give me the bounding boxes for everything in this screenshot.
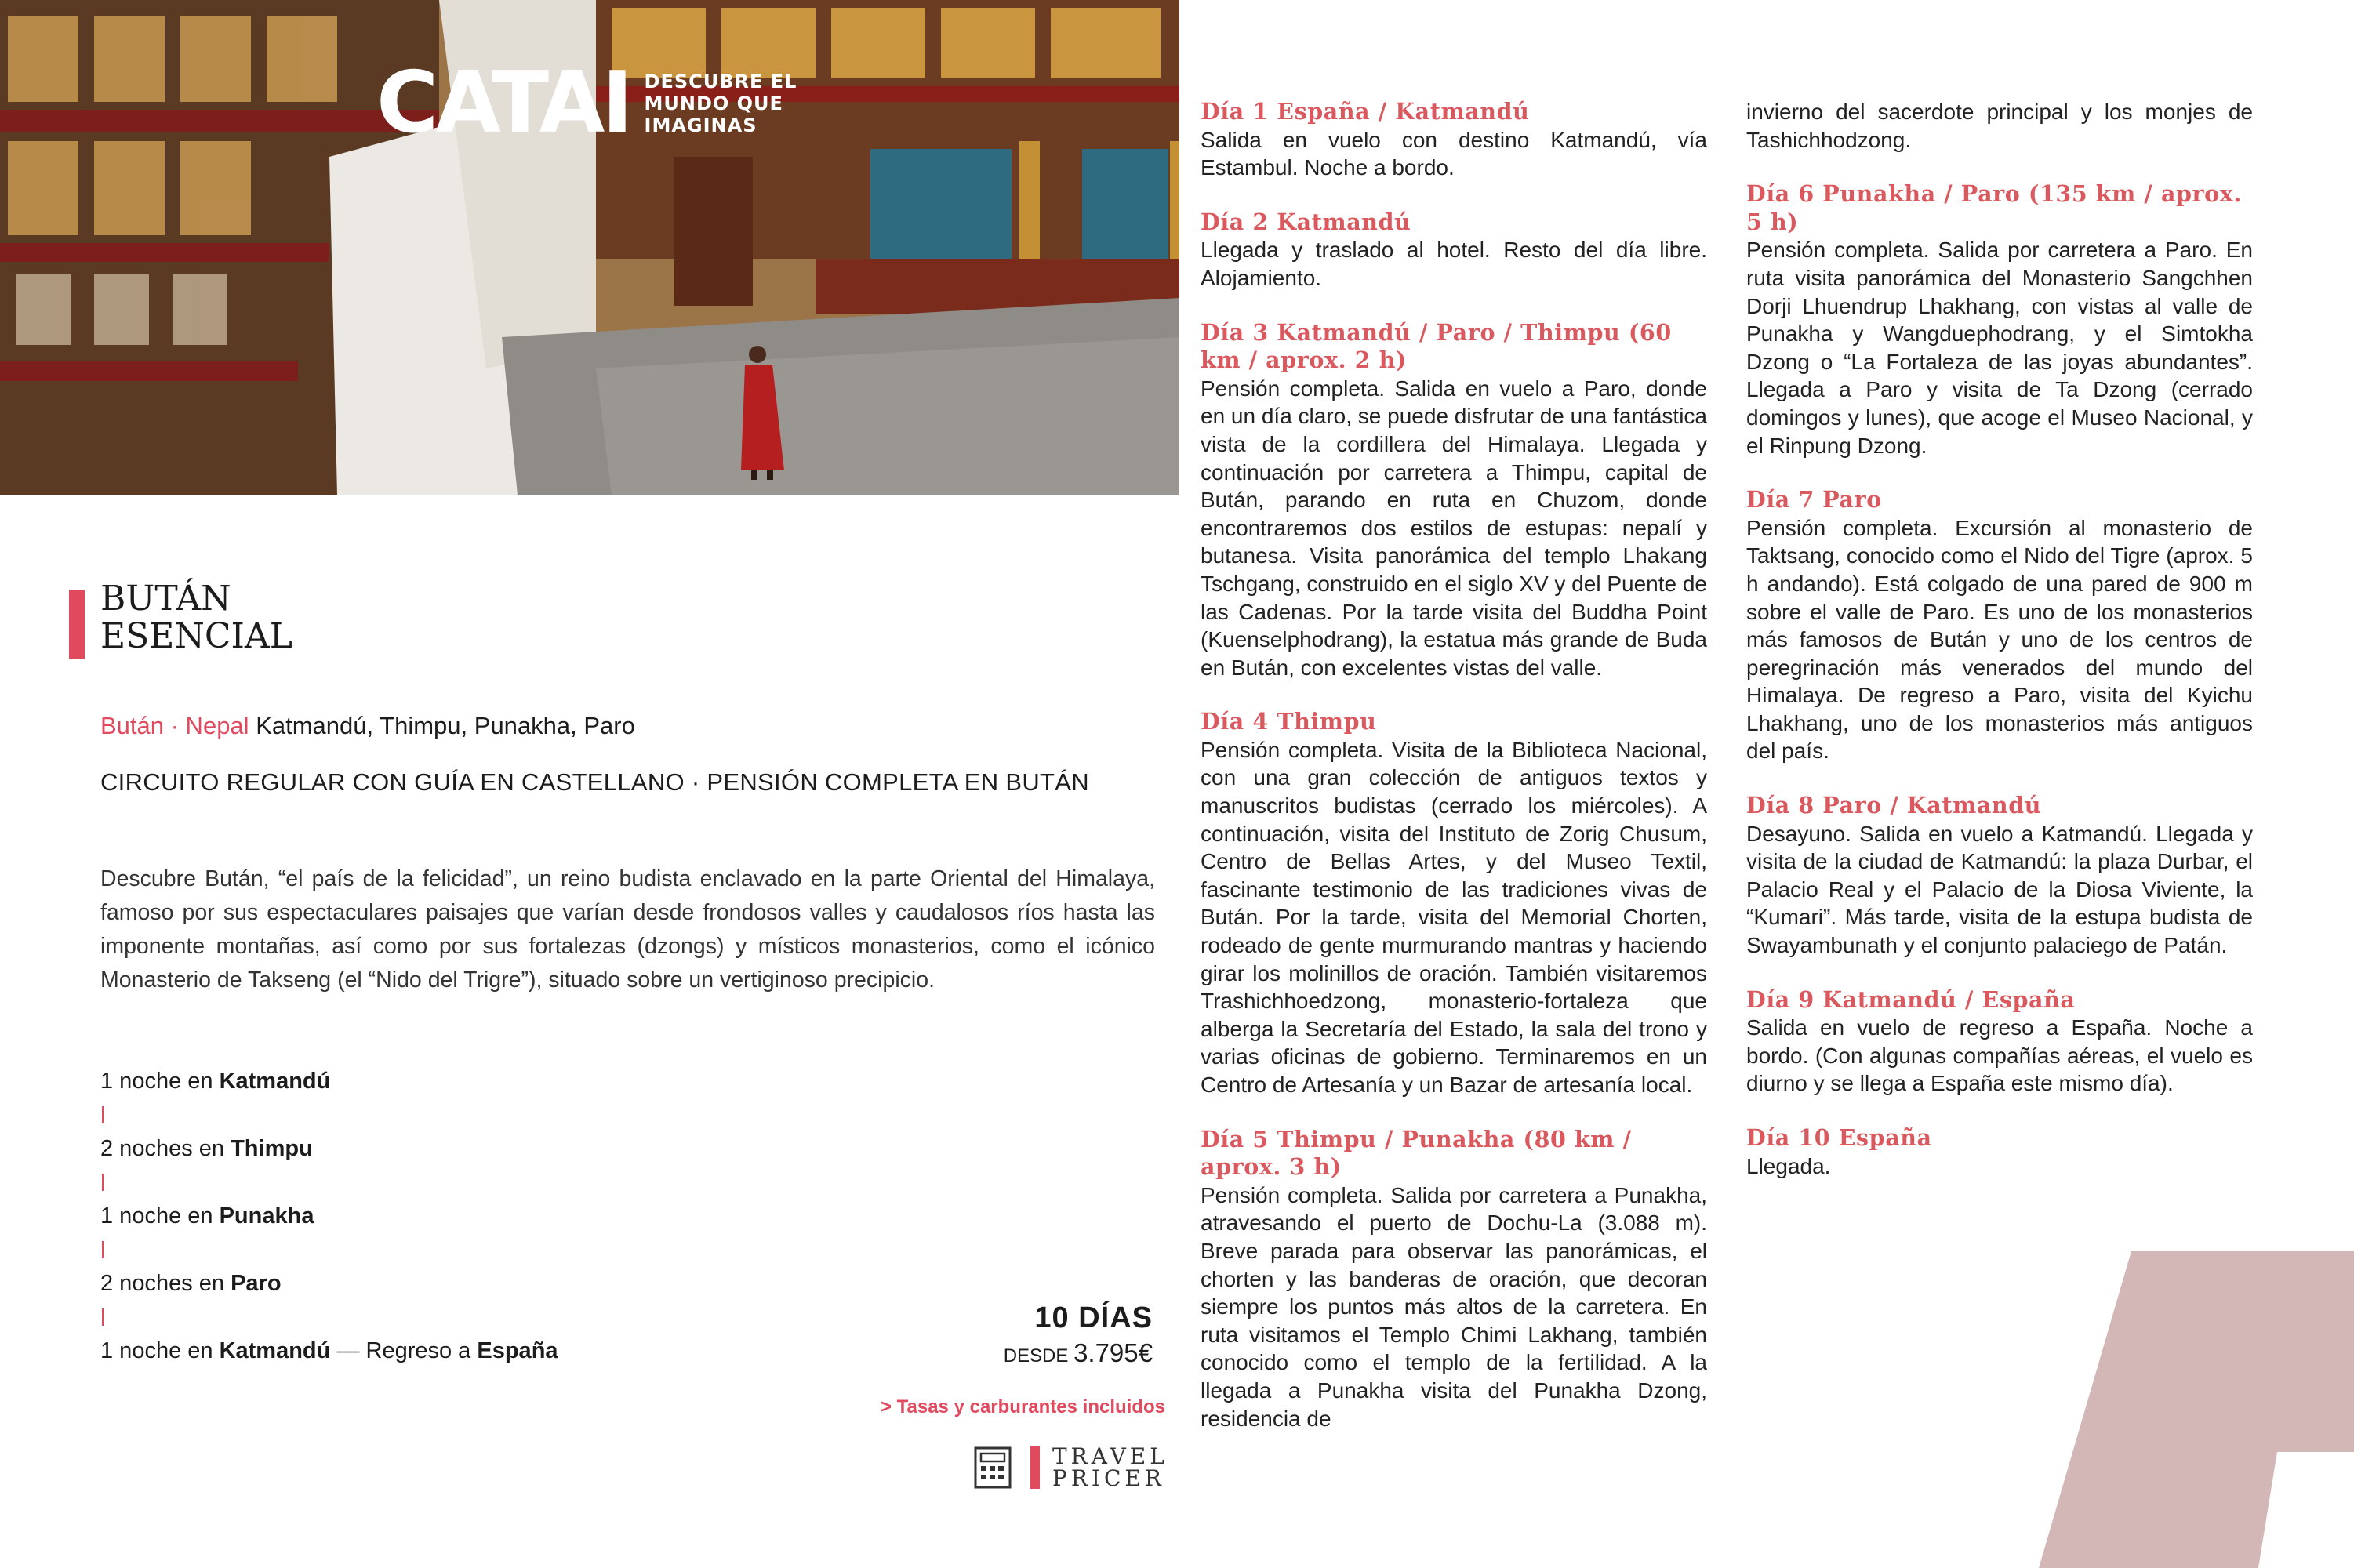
day-description: Salida en vuelo de regreso a España. Noche a bordo. (Con algunas compañías aéreas, el vuelo es diurno y se llega a España este mismo día).	[1746, 1015, 2253, 1096]
tour-subtitle: CIRCUITO REGULAR CON GUÍA EN CASTELLANO · PENSIÓN COMPLETA EN BUTÁN	[100, 768, 1089, 796]
price-prefix: DESDE	[1003, 1345, 1069, 1367]
tour-title-line-1: BUTÁN	[100, 579, 231, 619]
stay-item	[100, 1334, 806, 1368]
stay-connector	[100, 1301, 806, 1334]
destination-cities: Katmandú, Thimpu, Punakha, Paro	[256, 712, 635, 739]
itinerary-day	[1746, 792, 2253, 960]
itinerary-day	[1201, 209, 1707, 292]
tour-title	[100, 580, 292, 655]
stay-item	[100, 1132, 806, 1166]
corner-decoration	[2039, 1251, 2354, 1568]
price-amount: 3.795€	[1073, 1338, 1153, 1367]
stay-separator: —	[336, 1338, 360, 1363]
stay-nights: 2 noches en	[100, 1271, 225, 1296]
stay-nights: 1 noche en	[100, 1338, 213, 1363]
itinerary-day	[1201, 708, 1707, 1098]
tagline-line-2: MUNDO QUE	[644, 93, 783, 114]
day-description: Llegada.	[1746, 1153, 1831, 1178]
stay-place: Paro	[231, 1271, 282, 1296]
stay-place: Katmandú	[219, 1069, 331, 1094]
day-heading: Día 4 Thimpu	[1201, 708, 1377, 735]
stay-return-text: Regreso a	[365, 1338, 471, 1363]
day-heading: Día 8 Paro / Katmandú	[1746, 792, 2042, 819]
travel-pricer-logo	[974, 1443, 1168, 1491]
day-heading: Día 10 España	[1746, 1124, 1932, 1151]
catai-logo-word: CATAI	[376, 54, 630, 152]
itinerary-day	[1746, 486, 2253, 765]
stay-connector	[100, 1233, 806, 1267]
destination-countries: Bután · Nepal	[100, 712, 249, 739]
day-heading: Día 7 Paro	[1746, 486, 1882, 514]
day-heading: Día 3 Katmandú / Paro / Thimpu (60 km / aprox. 2 h)	[1201, 318, 1672, 374]
day-description: Pensión completa. Excursión al monasterio de Taktsang, conocido como el Nido del Tigre (aprox. 5 h andando). Está colgado de una pared de 900 m sobre el valle de Paro. Es uno de los monasterios más famosos de Bután y uno de los centros de peregrinación más venerados del mundo del Himalaya. De regreso a Paro, visita del Kyichu Lhakhang, uno de los monasterios más antiguos del país.	[1746, 515, 2253, 764]
itinerary-day	[1201, 98, 1707, 182]
itinerary-column-1	[1201, 98, 1707, 1459]
itinerary-day	[1746, 180, 2253, 459]
itinerary-day	[1746, 986, 2253, 1098]
pricer-accent-bar	[1030, 1446, 1040, 1489]
day-description: Llegada y traslado al hotel. Resto del día libre. Alojamiento.	[1201, 238, 1707, 290]
stays-list	[100, 1065, 806, 1368]
stay-nights: 2 noches en	[100, 1136, 225, 1161]
itinerary-day	[1746, 1124, 2253, 1180]
day-description: Pensión completa. Salida por carretera a Punakha, atravesando el puerto de Dochu-La (3.088 m). Breve parada para observar las panorámicas, el chorten y las banderas de oración, que decoran siempre los puntos más altos de la carretera. En ruta visitamos el Templo Chimi Lakhang, también conocido como el templo de la fertilidad. A la llegada a Punakha visita del Punakha Dzong, residencia de	[1201, 1182, 1707, 1431]
stay-return-place: España	[477, 1338, 558, 1363]
itinerary-day	[1201, 319, 1707, 682]
tour-intro: Descubre Bután, “el país de la felicidad”, un reino budista enclavado en la parte Oriental del Himalaya, famoso por sus espectaculares paisajes que varían desde frondosos valles y caudalosos ríos hasta las imponente montañas, así como por sus fortalezas (dzongs) y místicos monasterios, como el icónico Monasterio de Takseng (el “Nido del Trigre”), situado sobre un vertiginoso precipicio.	[100, 866, 1155, 993]
day-description: Salida en vuelo con destino Katmandú, vía Estambul. Noche a bordo.	[1201, 127, 1707, 180]
day-heading: Día 6 Punakha / Paro (135 km / aprox. 5 h)	[1746, 180, 2242, 235]
day-description: Pensión completa. Visita de la Biblioteca Nacional, con una gran colección de antiguos textos y manuscritos budistas (cerrado los miércoles). A continuación, visita del Instituto de Zorig Chusum, Centro de Bellas Artes, y del Museo Textil, fascinante testimonio de las tradiciones vivas de Bután. Por la tarde, visita del Memorial Chorten, rodeado de gente murmurando mantras y haciendo girar los molinillos de oración. También visitaremos Trashichhoedzong, monasterio-fortaleza que alberga la Secretaría del Estado, la sala del trono y varias oficinas de gobierno. Terminaremos en un Centro de Artesanía y un Bazar de artesanía local.	[1201, 737, 1707, 1097]
day-heading: Día 1 España / Katmandú	[1201, 98, 1530, 125]
stay-item	[100, 1065, 806, 1098]
itinerary-day	[1201, 1126, 1707, 1433]
tour-duration: 10 DÍAS	[1034, 1301, 1153, 1334]
stay-nights: 1 noche en	[100, 1069, 213, 1094]
day-description: Pensión completa. Salida en vuelo a Paro, donde en un día claro, se puede disfrutar de una fantástica vista de la cordillera del Himalaya. Llegada y continuación por carretera a Thimpu, capital de Bután, parando en ruta en Chuzom, donde encontraremos dos estilos de estupas: nepalí y butanesa. Visita panorámica del templo Lhakang Tschgang, construido en el siglo XV y del Puente de las Cadenas. Por la tarde visita del Buddha Point (Kuenselphodrang), la estatua más grande de Buda en Bután, con excelentes vistas del valle.	[1201, 376, 1707, 680]
stay-place: Punakha	[219, 1203, 314, 1229]
stay-nights: 1 noche en	[100, 1203, 213, 1229]
pricer-line-1: TRAVEL	[1052, 1443, 1168, 1469]
price-line	[1004, 1338, 1153, 1368]
day-heading: Día 2 Katmandú	[1201, 208, 1411, 235]
stay-place: Thimpu	[231, 1136, 313, 1161]
stay-place: Katmandú	[219, 1338, 331, 1363]
price-block	[1004, 1301, 1153, 1368]
stay-item	[100, 1200, 806, 1233]
catai-tagline	[645, 71, 797, 136]
tour-title-line-2: ESENCIAL	[100, 616, 292, 656]
day-description: Pensión completa. Salida por carretera a Paro. En ruta visita panorámica del Monasterio Sangchhen Dorji Lhuendrup Lhakhang, con vistas al valle de Punakha y Wangduephodrang, y el Simtokha Dzong o “La Fortaleza de las joyas abundantes”. Llegada a Paro y visita de Ta Dzong (cerrado domingos y lunes), que acoge el Museo Nacional, y el Rinpung Dzong.	[1746, 238, 2253, 458]
stay-item	[100, 1267, 806, 1301]
day-description: Desayuno. Salida en vuelo a Katmandú. Llegada y visita de la ciudad de Katmandú: la plaza Durbar, el Palacio Real y el Palacio de la Diosa Viviente, la “Kumari”. Más tarde, visita de la estupa budista de Swayambunath y el conjunto palaciego de Patán.	[1746, 821, 2253, 958]
day-heading: Día 9 Katmandú / España	[1746, 985, 2076, 1013]
destinations	[100, 712, 635, 740]
pricer-wordmark	[1052, 1443, 1168, 1491]
catai-logo	[376, 54, 797, 152]
calculator-icon	[974, 1446, 1012, 1489]
tagline-line-1: DESCUBRE EL	[644, 71, 797, 93]
title-accent-bar	[69, 590, 85, 659]
day-continuation: invierno del sacerdote principal y los monjes de Tashichhodzong.	[1746, 100, 2253, 152]
pricer-line-2: PRICER	[1052, 1465, 1165, 1491]
tagline-line-3: IMAGINAS	[644, 114, 757, 136]
itinerary-column-2	[1746, 98, 2253, 1207]
stay-connector	[100, 1166, 806, 1200]
stay-connector	[100, 1098, 806, 1132]
day-heading: Día 5 Thimpu / Punakha (80 km / aprox. 3 h)	[1201, 1125, 1632, 1181]
taxes-included-link[interactable]: > Tasas y carburantes incluidos	[880, 1396, 1165, 1417]
hero-photo	[0, 0, 1179, 495]
